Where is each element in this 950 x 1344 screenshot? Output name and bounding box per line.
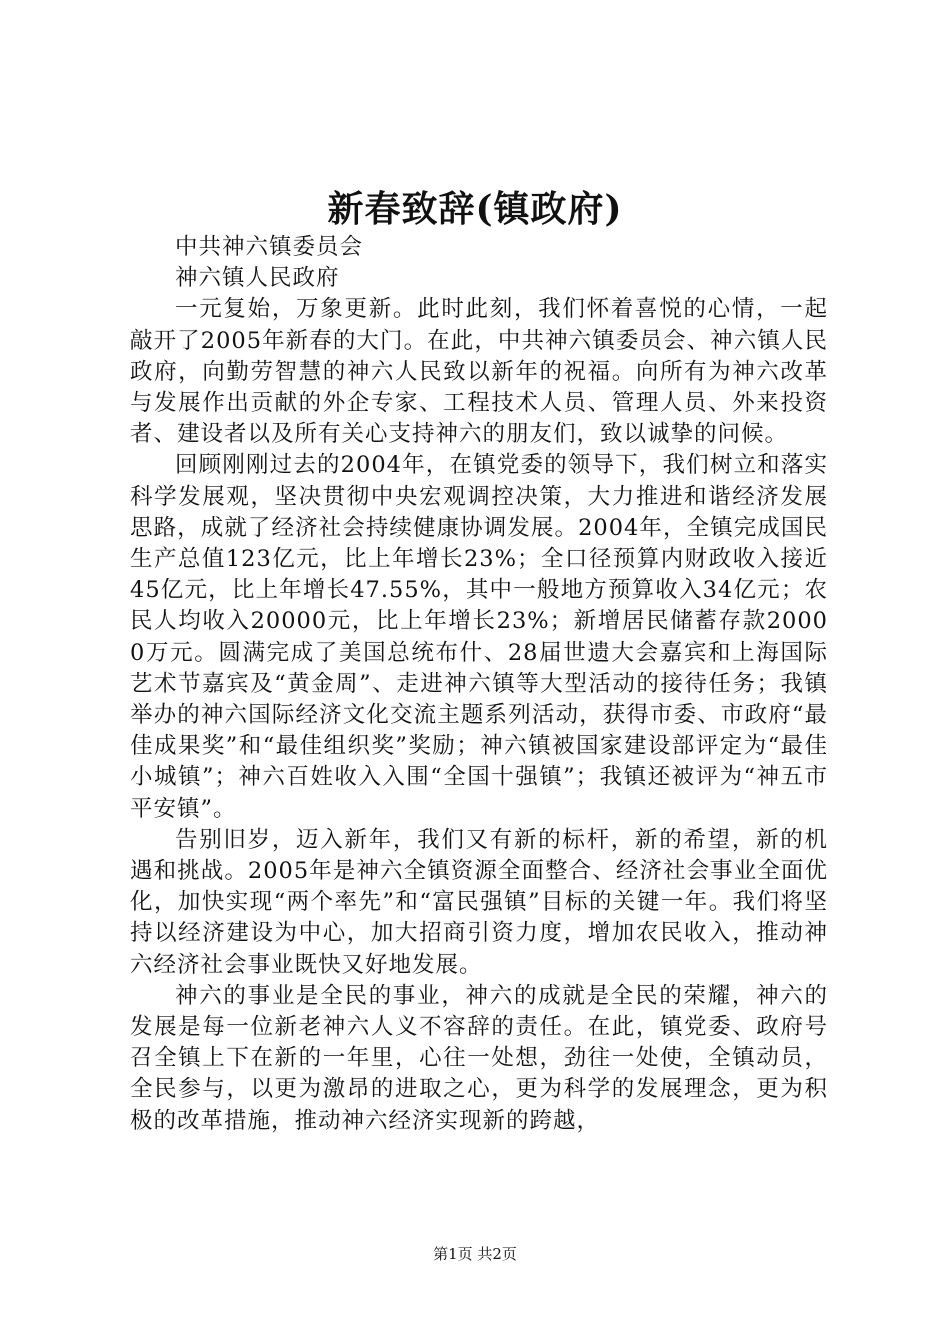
page-title: 新春致辞(镇政府) <box>327 188 623 230</box>
paragraph-review-2004: 回顾刚刚过去的2004年，在镇党委的领导下，我们树立和落实科学发展观，坚决贯彻中央宏观调控决策，大力推进和谐经济发展思路，成就了经济社会持续健康协调发展。2004年，全镇完成国民生产总值123亿元，比上年增长23%；全口径预算内财政收入接近45亿元，比上年增长47.55%，其中一般地方预算收入34亿元；农民人均收入20000元，比上年增长23%；新增居民储蓄存款20000万元。圆满完成了美国总统布什、28届世遗大会嘉宾和上海国际艺术节嘉宾及“黄金周”、走进神六镇等大型活动的接待任务；我镇举办的神六国际经济文化交流主题系列活动，获得市委、市政府“最佳成果奖”和“最佳组织奖”奖励；神六镇被国家建设部评定为“最佳小城镇”；神六百姓收入入围“全国十强镇”；我镇还被评为“神五市平安镇”。 <box>130 452 828 822</box>
document-body <box>130 232 828 1137</box>
paragraph-outlook-2005: 告别旧岁，迈入新年，我们又有新的标杆，新的希望，新的机遇和挑战。2005年是神六全镇资源全面整合、经济社会事业全面优化，加快实现“两个率先”和“富民强镇”目标的关键一年。我们将坚持以经济建设为中心，加大招商引资力度，增加农民收入，推动神六经济社会事业既快又好地发展。 <box>130 826 828 978</box>
sender-line-party-committee: 中共神六镇委员会 <box>175 234 364 260</box>
sender-line-government: 神六镇人民政府 <box>175 265 340 292</box>
paragraph-call-to-action: 神六的事业是全民的事业，神六的成就是全民的荣耀，神六的发展是每一位新老神六人义不容辞的责任。在此，镇党委、政府号召全镇上下在新的一年里，心往一处想，劲往一处使，全镇动员，全民参与，以更为激昂的进取之心，更为科学的发展理念，更为积极的改革措施，推动神六经济实现新的跨越， <box>130 982 828 1134</box>
page-footer: 第1页 共2页 <box>433 1245 517 1263</box>
paragraph-greeting: 一元复始，万象更新。此时此刻，我们怀着喜悦的心情，一起敲开了2005年新春的大门。在此，中共神六镇委员会、神六镇人民政府，向勤劳智慧的神六人民致以新年的祝福。向所有为神六改革与发展作出贡献的外企专家、工程技术人员、管理人员、外来投资者、建设者以及所有关心支持神六的朋友们，致以诚挚的问候。 <box>130 296 828 448</box>
